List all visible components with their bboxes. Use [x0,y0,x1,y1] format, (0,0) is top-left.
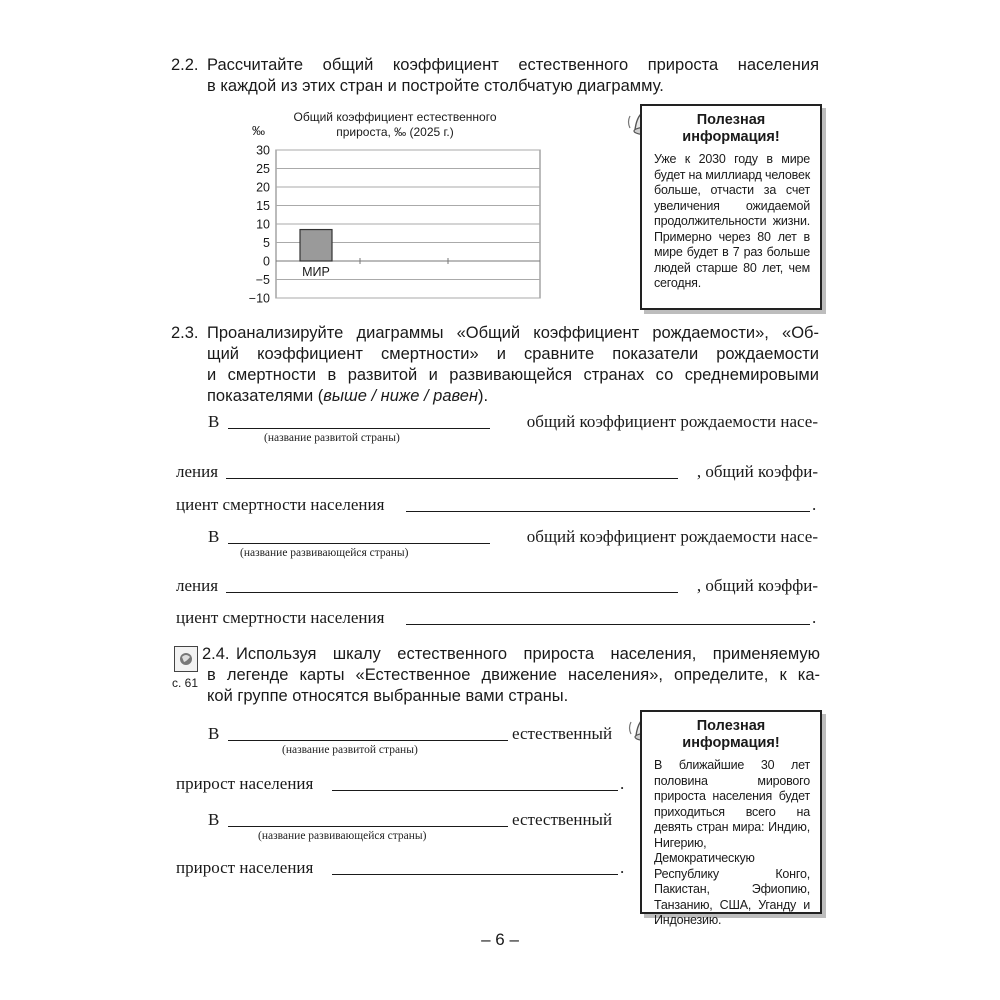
death-comparison-blank[interactable] [406,511,810,512]
task-text-line [207,386,819,407]
fill-text: прирост населения [176,774,314,793]
birth-comparison-blank[interactable] [226,592,678,593]
country-blank-developed[interactable] [228,740,508,741]
info-title-line: информация! [682,129,780,145]
fill-text: , общий коэффи- [696,576,818,595]
atlas-icon [174,646,198,672]
y-tick-label: 5 [263,236,270,250]
blank-hint: (название развитой страны) [282,744,418,756]
task-text-line: Проанализируйте диаграммы «Общий коэффициент рождаемости», «Об- [207,324,819,342]
x-category-label: МИР [302,265,330,279]
text-fragment: показателями ( [207,387,324,405]
fill-label: В [208,810,220,829]
info-box [640,710,822,927]
task-text-line: Рассчитайте общий коэффициент естественного прироста населения [207,56,819,74]
bar-chart [230,108,560,308]
fill-text: , общий коэффи- [696,462,818,481]
task-2-3 [171,323,821,407]
task-text-line: и смертности в развитой и развивающейся странах со среднемировыми [207,366,819,384]
birth-comparison-blank[interactable] [226,478,678,479]
fill-text: циент смертности населения [176,495,385,514]
fill-text: прирост населения [176,858,314,877]
atlas-page-ref: с. 61 [172,676,199,690]
country-blank-developing[interactable] [228,543,490,544]
task-number: 2.3. [171,324,199,342]
death-comparison-blank[interactable] [406,624,810,625]
y-tick-label: 15 [256,199,270,213]
answer-options: выше / ниже / равен [323,387,479,405]
task-text-line: щий коэффициент смертности» и сравните показатели рождаемости [207,345,819,363]
task-text-line: в легенде карты «Естественное движение населения», определите, к ка- [207,666,820,684]
country-blank-developed[interactable] [228,428,490,429]
chart-title-line: Общий коэффициент естественного [293,110,497,124]
fill-label: В [208,527,220,546]
fill-text: общий коэффициент рождаемости насе- [526,527,818,546]
bar [300,230,332,261]
info-box-text: В ближайшие 30 лет половина мирового прироста населения будет приходиться всего на девять стран мира: Индию, Нигерию, Демократическую Республику Конго, Пакистан, Эфиопию, Танзанию, США, Уганду и Индонезию. [654,758,810,927]
fill-text: естественный [512,724,613,743]
info-box-title [642,718,820,752]
info-box-text: Уже к 2030 году в мире будет на миллиард человек больше, отчасти за счет увеличения ожидаемой продолжительности жизни. Примерно через 80 лет в мире будет в 7 раз больше людей старше 80 лет, чем сегодня. [654,152,810,290]
task-text-line: Используя шкалу естественного прироста населения, применяемую [236,645,820,663]
task-number: 2.4. [202,645,230,663]
info-box [640,104,822,310]
chart-plot [230,108,560,308]
fill-period: . [620,774,625,793]
fill-text: естественный [512,810,613,829]
info-box-title [642,112,820,146]
fill-text: ления [176,576,219,595]
y-tick-label: −10 [248,291,270,306]
text-fragment: ). [478,387,489,405]
info-title-line: информация! [682,735,780,751]
fill-text: общий коэффициент рождаемости насе- [526,412,818,431]
blank-hint: (название развивающейся страны) [258,830,427,842]
blank-hint: (название развитой страны) [264,432,400,444]
y-tick-label: 20 [256,180,270,195]
task-number: 2.2. [171,56,199,74]
y-tick-label: 25 [256,162,270,176]
info-title-line: Полезная [696,718,766,734]
fill-period: . [812,495,817,514]
fill-text: циент смертности населения [176,608,385,627]
y-axis-unit: ‰ [252,123,265,138]
blank-hint: (название развивающейся страны) [240,547,409,559]
page-number: – 6 – [481,930,519,949]
y-tick-label: 30 [256,143,270,158]
task-2-4 [202,644,822,708]
task-text-line: в каждой из этих стран и постройте столбчатую диаграмму. [207,77,664,95]
task-2-2 [171,55,821,99]
task-text-line: кой группе относятся выбранные вами страны. [207,687,569,705]
info-title-line: Полезная [696,112,766,128]
chart-title-line: прироста, ‰ (2025 г.) [336,125,454,139]
fill-period: . [620,858,625,877]
y-tick-label: 10 [256,217,270,232]
growth-group-blank[interactable] [332,790,618,791]
fill-label: В [208,412,220,431]
y-tick-label: −5 [255,273,270,287]
country-blank-developing[interactable] [228,826,508,827]
fill-text: ления [176,462,219,481]
y-tick-label: 0 [263,254,270,269]
growth-group-blank[interactable] [332,874,618,875]
fill-period: . [812,608,817,627]
fill-label: В [208,724,220,743]
